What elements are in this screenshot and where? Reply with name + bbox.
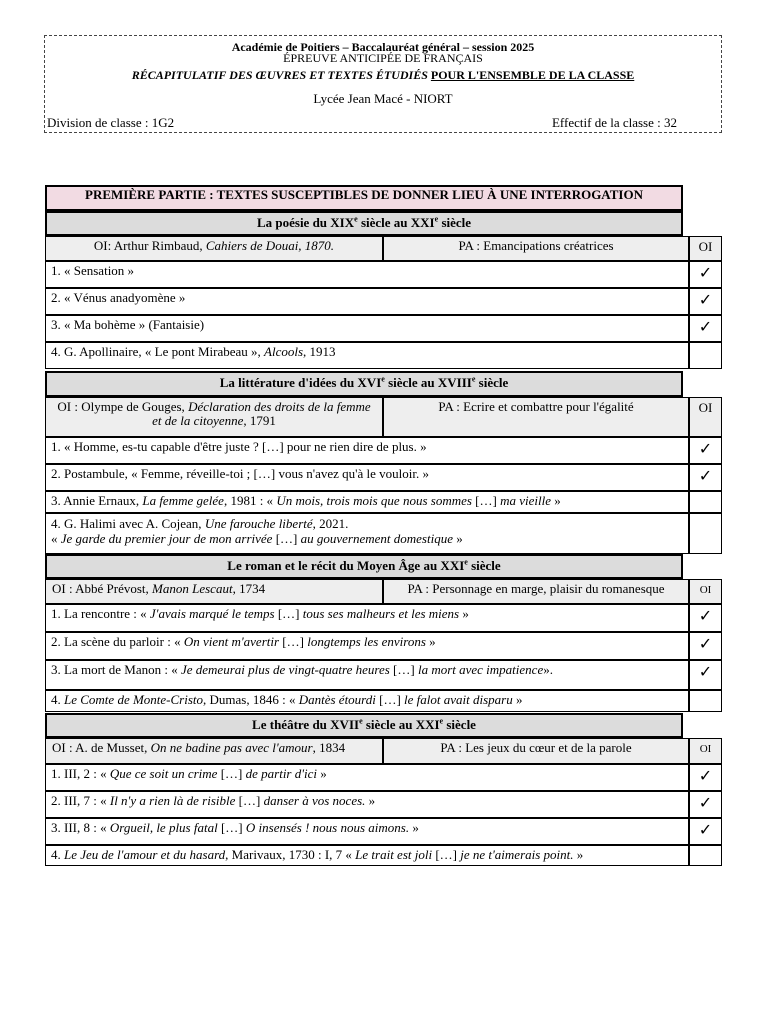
text-row: 4. G. Halimi avec A. Cojean, Une farouche liberté, 2021. « Je garde du premier jour de mon arrivée […] au gouvernement domestique » — [45, 513, 689, 554]
section-title-poesie: La poésie du XIXe siècle au XXIe siècle — [45, 211, 683, 236]
header-school: Lycée Jean Macé - NIORT — [313, 91, 453, 106]
document-header — [44, 35, 722, 133]
text-row: 2. Postambule, « Femme, réveille-toi ; […] vous n'avez qu'à le vouloir. » — [45, 464, 689, 491]
check-icon: ✓ — [689, 437, 722, 464]
oi-work-litterature-idees: OI : Olympe de Gouges, Déclaration des droits de la femme et de la citoyenne, 1791 — [45, 397, 383, 437]
text-row: 4. G. Apollinaire, « Le pont Mirabeau », Alcools, 1913 — [45, 342, 689, 369]
oi-column-header: OI — [689, 236, 722, 261]
oi-work-poesie: OI: Arthur Rimbaud, Cahiers de Douai, 1870. — [45, 236, 383, 261]
empty-check-cell — [689, 342, 722, 369]
empty-check-cell — [689, 491, 722, 513]
text-row: 4. Le Jeu de l'amour et du hasard, Marivaux, 1730 : I, 7 « Le trait est joli […] je ne t'aimerais point. » — [45, 845, 689, 866]
header-line-recapitulatif — [45, 69, 721, 81]
text-row: 2. « Vénus anadyomène » — [45, 288, 689, 315]
oi-column-header: OI — [689, 738, 722, 764]
header-division: Division de classe : 1G2 — [47, 115, 175, 130]
oi-column-header: OI — [689, 397, 722, 437]
pa-roman: PA : Personnage en marge, plaisir du romanesque — [383, 579, 689, 604]
text-row: 3. « Ma bohème » (Fantaisie) — [45, 315, 689, 342]
check-icon: ✓ — [689, 604, 722, 632]
empty-check-cell — [689, 690, 722, 712]
oi-column-header: OI — [689, 579, 722, 604]
section-title-theatre: Le théâtre du XVIIe siècle au XXIe siècle — [45, 713, 683, 738]
pa-litterature-idees: PA : Ecrire et combattre pour l'égalité — [383, 397, 689, 437]
check-icon: ✓ — [689, 464, 722, 491]
check-icon: ✓ — [689, 791, 722, 818]
header-effectif: Effectif de la classe : 32 — [551, 115, 677, 130]
main-title: PREMIÈRE PARTIE : TEXTES SUSCEPTIBLES DE DONNER LIEU À UNE INTERROGATION — [45, 185, 683, 211]
pa-poesie: PA : Emancipations créatrices — [383, 236, 689, 261]
header-recap-italic: RÉCAPITULATIF DES ŒUVRES ET TEXTES ÉTUDIÉS — [131, 68, 428, 82]
header-recap-underlined: POUR L'ENSEMBLE DE LA CLASSE — [430, 68, 635, 82]
check-icon: ✓ — [689, 288, 722, 315]
check-icon: ✓ — [689, 315, 722, 342]
text-row: 2. La scène du parloir : « On vient m'avertir […] longtemps les environs » — [45, 632, 689, 660]
text-row: 1. « Homme, es-tu capable d'être juste ? […] pour ne rien dire de plus. » — [45, 437, 689, 464]
check-icon: ✓ — [689, 818, 722, 845]
section-title-litterature-idees: La littérature d'idées du XVIe siècle au XVIIIe siècle — [45, 371, 683, 397]
text-row: 3. Annie Ernaux, La femme gelée, 1981 : « Un mois, trois mois que nous sommes […] ma vieille » — [45, 491, 689, 513]
text-row: 1. La rencontre : « J'avais marqué le temps […] tous ses malheurs et les miens » — [45, 604, 689, 632]
text-row: 1. « Sensation » — [45, 261, 689, 288]
check-icon: ✓ — [689, 660, 722, 690]
header-line-academie: Académie de Poitiers – Baccalauréat général – session 2025 — [231, 40, 535, 54]
empty-check-cell — [689, 513, 722, 554]
text-row: 1. III, 2 : « Que ce soit un crime […] de partir d'ici » — [45, 764, 689, 791]
section-title-roman: Le roman et le récit du Moyen Âge au XXIe siècle — [45, 554, 683, 579]
text-row: 2. III, 7 : « Il n'y a rien là de risible […] danser à vos noces. » — [45, 791, 689, 818]
check-icon: ✓ — [689, 261, 722, 288]
oi-work-roman: OI : Abbé Prévost, Manon Lescaut, 1734 — [45, 579, 383, 604]
header-line-epreuve: ÉPREUVE ANTICIPÉE DE FRANÇAIS — [283, 51, 483, 65]
text-row: 3. III, 8 : « Orgueil, le plus fatal […] O insensés ! nous nous aimons. » — [45, 818, 689, 845]
check-icon: ✓ — [689, 764, 722, 791]
text-row: 3. La mort de Manon : « Je demeurai plus de vingt-quatre heures […] la mort avec impatience». — [45, 660, 689, 690]
pa-theatre: PA : Les jeux du cœur et de la parole — [383, 738, 689, 764]
empty-check-cell — [689, 845, 722, 866]
check-icon: ✓ — [689, 632, 722, 660]
text-row: 4. Le Comte de Monte-Cristo, Dumas, 1846 : « Dantès étourdi […] le falot avait disparu » — [45, 690, 689, 712]
oi-work-theatre: OI : A. de Musset, On ne badine pas avec l'amour, 1834 — [45, 738, 383, 764]
